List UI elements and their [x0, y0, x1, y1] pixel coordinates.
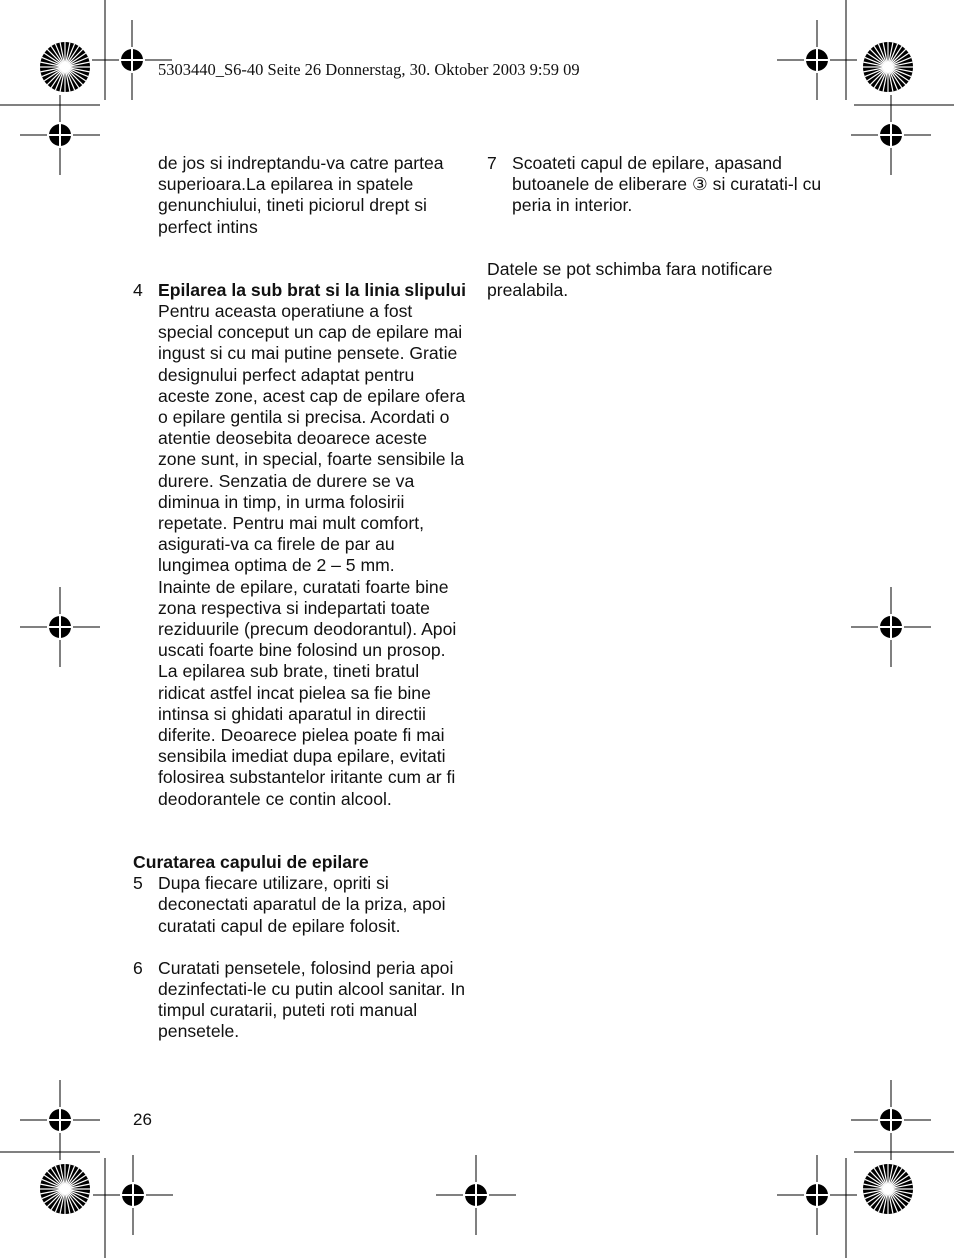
step-4-number: 4 — [133, 279, 143, 300]
step-4 — [133, 280, 469, 810]
continuation-paragraph — [133, 153, 469, 238]
continuation-text: de jos si indreptandu-va catre partea superioara.La epilarea in spatele genunchiului, tineti piciorul drept si perfect intins — [158, 153, 444, 237]
step-6-text: Curatati pensetele, folosind peria apoi dezinfectati-le cu putin alcool sanitar. In timpul curatarii, puteti roti manual pensetele. — [158, 957, 466, 1042]
step-5 — [133, 873, 469, 937]
change-notice: Datele se pot schimba fara notificare prealabila. — [487, 258, 773, 300]
step-6-number: 6 — [133, 957, 143, 978]
step-7-text: Scoateti capul de epilare, apasand butoanele de eliberare ③ si curatati-l cu peria in interior. — [512, 153, 822, 216]
step-7-number: 7 — [487, 153, 497, 173]
section-heading: Curatarea capului de epilare — [133, 851, 369, 872]
step-4-text-1: Pentru aceasta operatiune a fost special conceput un cap de epilare mai ingust si cu mai putine pensete. Gratie designului perfect adaptat pentru aceste zone, acest cap de epilare ofera o epilare gentila si precisa. Acordati o atentie deosebita deoarece aceste zone sunt, in special, foarte sensibile la durere. Senzatia de durere se va diminua in timp, in urma folosirii repetate. Pentru mai mult comfort, asigurati-va ca firele de par au lungimea optima de 2 – 5 mm. — [158, 301, 466, 576]
step-5-number: 5 — [133, 873, 143, 894]
print-slug: 5303440_S6-40 Seite 26 Donnerstag, 30. Oktober 2003 9:59 09 — [158, 60, 580, 79]
right-column — [487, 153, 832, 301]
step-4-text-2: Inainte de epilare, curatati foarte bine zona respectiva si indepartati toate reziduurile (precum deodorantul). Apoi uscati foarte bine folosind un prosop. La epilarea sub brate, tineti bratul ridicat astfel incat pielea sa fie bine intinsa si ghidati aparatul in directii diferite. Deoarece pielea poate fi mai sensibila imediat dupa epilare, evitati folosirea substantelor iritante cum ar fi deodorantele ce contin alcool. — [158, 576, 457, 809]
left-column — [133, 153, 469, 1043]
step-5-text: Dupa fiecare utilizare, opriti si deconectati aparatul de la priza, apoi curatati capul de epilare folosit. — [158, 873, 446, 936]
step-7 — [487, 153, 832, 217]
step-4-title: Epilarea la sub brat si la linia slipului — [158, 279, 466, 300]
step-6 — [133, 958, 469, 1043]
page-number: 26 — [133, 1110, 152, 1129]
